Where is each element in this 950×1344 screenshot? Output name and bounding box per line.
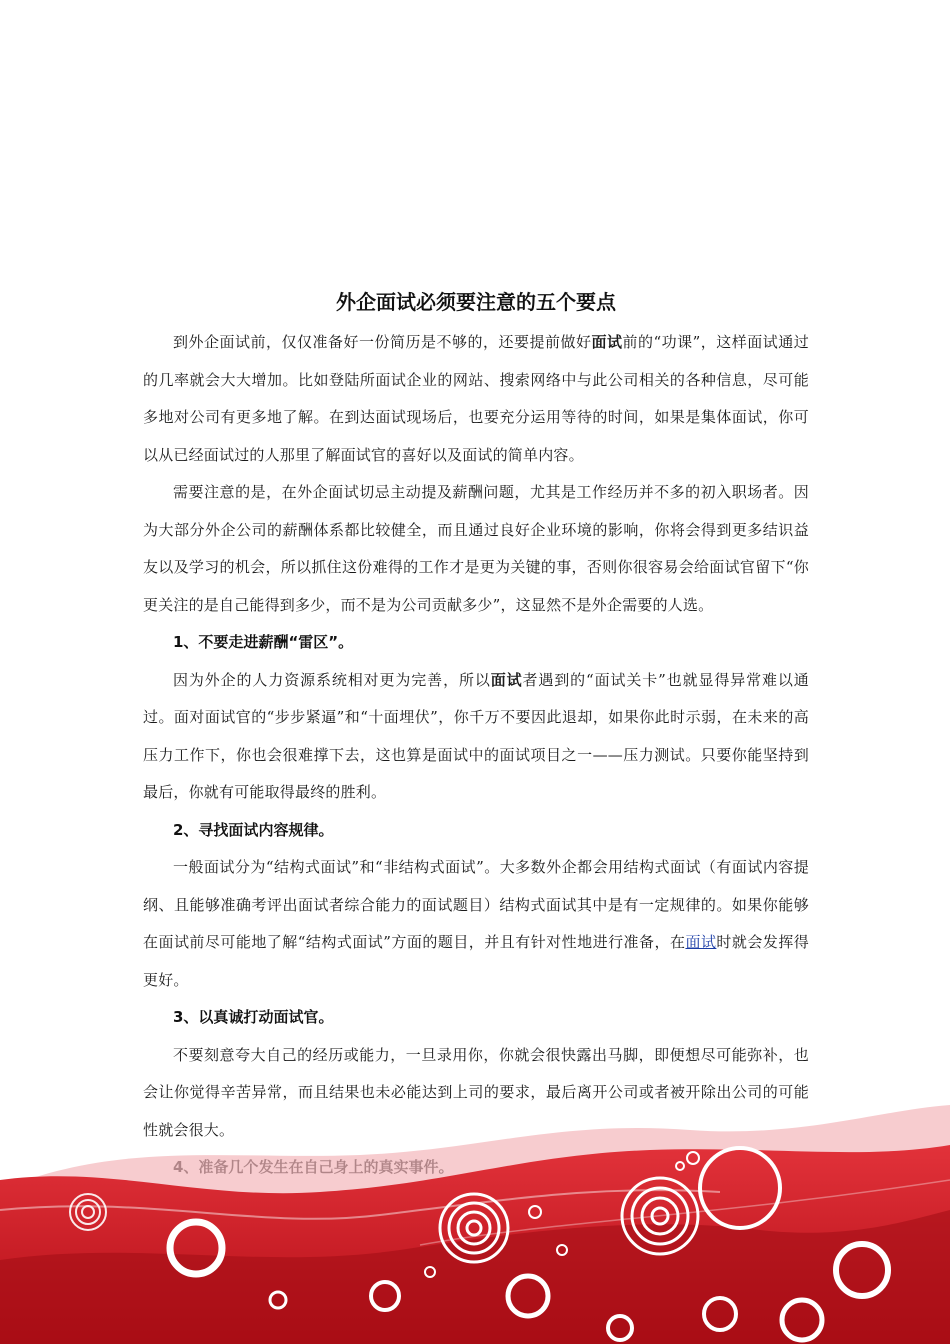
section-2-text-b: 时就会发挥得更好。 <box>143 933 810 989</box>
section-heading-1: 1、不要走进薪酬“雷区”。 <box>173 633 354 651</box>
interview-link[interactable]: 面试 <box>685 933 717 951</box>
section-1-bold: 面试 <box>490 670 523 689</box>
intro-paragraph-2: 需要注意的是，在外企面试切忌主动提及薪酬问题，尤其是工作经历并不多的初入职场者。因为大部分外企公司的薪酬体系都比较健全，而且通过良好企业环境的影响，你将会得到更多结识益友以及学习的机会，所以抓住这份难得的工作才是更为关键的事，否则你很容易会给面试官留下“你更关注的是自己能得到多少，而不是为公司贡献多少”，这显然不是外企需要的人选。 <box>143 483 809 614</box>
document-body <box>143 284 809 1187</box>
section-heading-3: 3、以真诚打动面试官。 <box>173 1008 334 1026</box>
section-1-text-a: 因为外企的人力资源系统相对更为完善，所以 <box>173 670 491 689</box>
section-paragraph-1 <box>143 662 809 812</box>
section-paragraph-3: 不要刻意夸大自己的经历或能力，一旦录用你，你就会很快露出马脚，即便想尽可能弥补，也会让你觉得辛苦异常，而且结果也未必能达到上司的要求，最后离开公司或者被开除出公司的可能性就会很大。 <box>143 1045 809 1139</box>
intro-p1-text-b: 前的“功课”，这样面试通过的几率就会大大增加。比如登陆所面试企业的网站、搜索网络中与此公司相关的各种信息，尽可能多地对公司有更多地了解。在到达面试现场后，也要充分运用等待的时间，如果是集体面试，你可以从已经面试过的人那里了解面试官的喜好以及面试的简单内容。 <box>143 333 809 464</box>
section-2-text-a: 一般面试分为“结构式面试”和“非结构式面试”。大多数外企都会用结构式面试（有面试内容提纲、且能够准确考评出面试者综合能力的面试题目）结构式面试其中是有一定规律的。如果你能够在面试前尽可能地了解“结构式面试”方面的题目，并且有针对性地进行准备，在 <box>143 858 809 951</box>
intro-p1-bold: 面试 <box>591 333 623 351</box>
decorative-red-wave-footer <box>0 1100 950 1344</box>
section-1-text-b: 者遇到的“面试关卡”也就显得异常难以通过。面对面试官的“步步紧逼”和“十面埋伏”，你千万不要因此退却，如果你此时示弱，在未来的高压力工作下，你也会很难撑下去，这也算是面试中的面试项目之一——压力测试。只要你能坚持到最后，你就有可能取得最终的胜利。 <box>143 670 810 801</box>
intro-p1-text-a: 到外企面试前，仅仅准备好一份简历是不够的，还要提前做好 <box>173 333 592 351</box>
intro-paragraph-1 <box>143 324 809 474</box>
section-heading-2: 2、寻找面试内容规律。 <box>173 820 334 839</box>
section-paragraph-2 <box>143 849 809 999</box>
document-title: 外企面试必须要注意的五个要点 <box>336 290 616 314</box>
